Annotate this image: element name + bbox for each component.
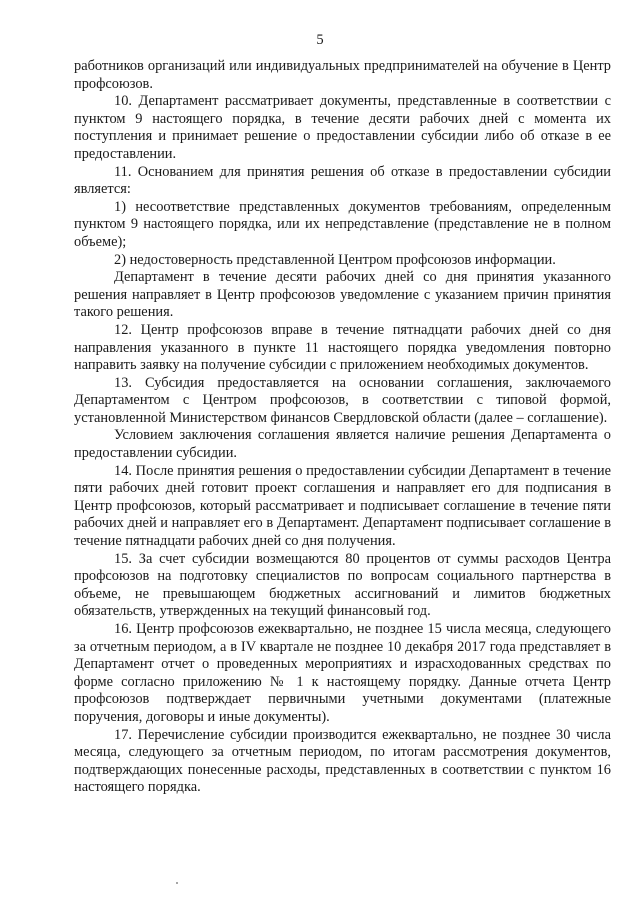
scan-speck: [176, 882, 178, 884]
paragraph-15: 15. За счет субсидии возмещаются 80 процентов от суммы расходов Центра профсоюзов на подготовку специалистов по вопросам социального партнерства в объеме, не превышающем бюджетных ассигнований и лимитов бюджетных обязательств, утвержденных на текущий финансовый год.: [74, 550, 611, 620]
paragraph-17: 17. Перечисление субсидии производится ежеквартально, не позднее 30 числа месяца, следующего за отчетным периодом, по итогам рассмотрения документов, подтверждающих понесенные расходы, представленных в соответствии с пунктом 16 настоящего порядка.: [74, 726, 611, 796]
document-body: [74, 58, 611, 797]
page-number: 5: [316, 32, 324, 48]
paragraph-11: 11. Основанием для принятия решения об отказе в предоставлении субсидии является:: [74, 163, 611, 198]
paragraph-11-notice: Департамент в течение десяти рабочих дней со дня принятия указанного решения направляет в Центр профсоюзов уведомление с указанием причин принятия такого решения.: [74, 269, 611, 321]
paragraph-14: 14. После принятия решения о предоставлении субсидии Департамент в течение пяти рабочих дней готовит проект соглашения и направляет его для подписания в Центр профсоюзов, который рассматривает и подписывает соглашение в течение пяти рабочих дней и направляет его в Департамент. Департамент подписывает соглашение в течение пятнадцати рабочих дней со дня получения.: [74, 462, 611, 550]
paragraph-11-item-1: 1) несоответствие представленных документов требованиям, определенным пунктом 9 настоящего порядка, или их непредставление (представление не в полном объеме);: [74, 198, 611, 250]
paragraph-13: 13. Субсидия предоставляется на основании соглашения, заключаемого Департаментом с Центром профсоюзов, в соответствии с типовой формой, установленной Министерством финансов Свердловской области (далее – соглашение).: [74, 374, 611, 426]
paragraph-10: 10. Департамент рассматривает документы, представленные в соответствии с пунктом 9 настоящего порядка, в течение десяти рабочих дней с момента их поступления и принимает решение о предоставлении субсидии либо об отказе в ее предоставлении.: [74, 93, 611, 162]
paragraph-16: 16. Центр профсоюзов ежеквартально, не позднее 15 числа месяца, следующего за отчетным периодом, а в IV квартале не позднее 10 декабря 2017 года представляет в Департамент отчет о проведенных мероприятиях и израсходованных средствах по форме согласно приложению № 1 к настоящему порядку. Данные отчета Центр профсоюзов подтверждает первичными учетными документами (платежные поручения, договоры и иные документы).: [74, 621, 611, 725]
paragraph-11-item-2: 2) недостоверность представленной Центром профсоюзов информации.: [114, 251, 556, 268]
paragraph-13-condition: Условием заключения соглашения является наличие решения Департамента о предоставлении субсидии.: [74, 427, 611, 462]
paragraph-continuation: работников организаций или индивидуальных предпринимателей на обучение в Центр профсоюзов.: [74, 58, 611, 92]
paragraph-12: 12. Центр профсоюзов вправе в течение пятнадцати рабочих дней со дня направления указанного в пункте 11 настоящего порядка уведомления повторно направить заявку на получение субсидии с приложением необходимых документов.: [74, 321, 611, 374]
